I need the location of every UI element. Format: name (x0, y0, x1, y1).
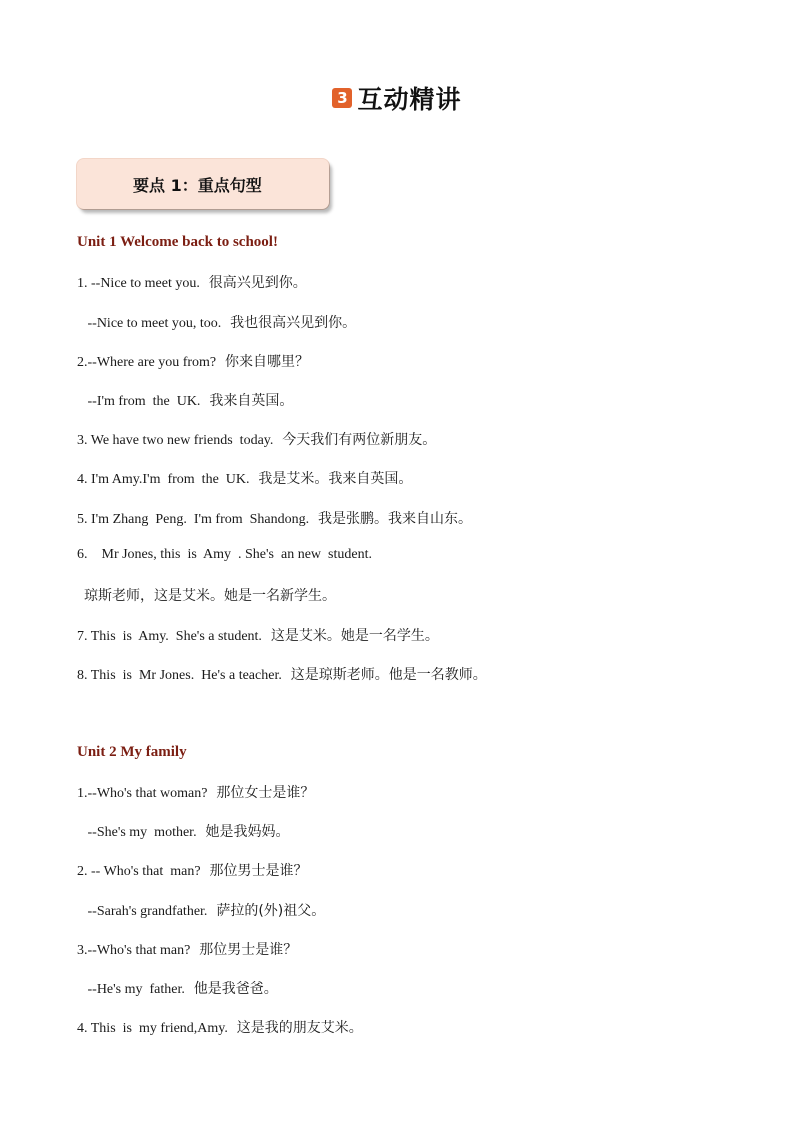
sentence-line (77, 312, 356, 332)
english-text: 2. -- Who's that man? (77, 864, 201, 879)
english-text: 3.--Who's that man? (77, 943, 191, 958)
unit1-title: Unit 1 Welcome back to school! (77, 234, 278, 250)
chinese-translation: 那位女士是谁？ (207, 785, 315, 801)
chinese-translation: 我是张鹏。我来自山东。 (309, 511, 473, 527)
chinese-translation: 这是艾米。她是一名学生。 (261, 628, 439, 644)
section-number-badge: 3 (332, 88, 352, 108)
chinese-translation: 我是艾米。我来自英国。 (249, 471, 413, 487)
unit2-title: Unit 2 My family (77, 744, 187, 760)
english-text: 3. We have two new friends today. (77, 433, 274, 448)
key-point-label: 要点 1：重点句型 (133, 175, 262, 195)
sentence-line (77, 1017, 363, 1037)
chinese-translation: 我也很高兴见到你。 (221, 315, 357, 331)
sentence-line (77, 978, 278, 998)
english-text: 7. This is Amy. She's a student. (77, 629, 262, 644)
english-text: --I'm from the UK. (77, 394, 201, 409)
sentence-line (77, 429, 436, 449)
chinese-translation: 琼斯老师，这是艾米。她是一名新学生。 (84, 588, 336, 604)
chinese-translation: 萨拉的(外)祖父。 (207, 903, 326, 919)
chinese-translation: 今天我们有两位新朋友。 (273, 432, 437, 448)
sentence-line (77, 664, 487, 684)
chinese-translation: 很高兴见到你。 (199, 275, 307, 291)
english-text: 5. I'm Zhang Peng. I'm from Shandong. (77, 512, 310, 527)
sentence-line (77, 351, 309, 371)
chinese-translation: 他是我爸爸。 (184, 981, 278, 997)
english-text (77, 589, 84, 604)
english-text: 8. This is Mr Jones. He's a teacher. (77, 668, 282, 683)
section-title: 互动精讲 (357, 85, 462, 114)
english-text: 4. I'm Amy.I'm from the UK. (77, 472, 250, 487)
sentence-line (77, 547, 372, 563)
sentence-line (77, 782, 314, 802)
english-text: 1. --Nice to meet you. (77, 276, 200, 291)
chinese-translation: 那位男士是谁？ (190, 942, 298, 958)
english-text: 6. Mr Jones, this is Amy . She's an new student. (77, 547, 372, 562)
sentence-line (77, 272, 307, 292)
english-text: --She's my mother. (77, 825, 197, 840)
english-text: 2.--Where are you from? (77, 355, 217, 370)
sentence-line (77, 585, 336, 605)
english-text: 4. This is my friend,Amy. (77, 1021, 228, 1036)
sentence-line (77, 390, 293, 410)
sentence-line (77, 900, 325, 920)
sentence-line (77, 625, 439, 645)
english-text: --He's my father. (77, 982, 185, 997)
english-text: 1.--Who's that woman? (77, 786, 208, 801)
sentence-line (77, 508, 472, 528)
chinese-translation: 我来自英国。 (200, 393, 294, 409)
chinese-translation: 她是我妈妈。 (196, 824, 290, 840)
chinese-translation: 这是琼斯老师。他是一名教师。 (281, 667, 487, 683)
chinese-translation: 这是我的朋友艾米。 (227, 1020, 363, 1036)
section-header (0, 80, 794, 116)
sentence-line (77, 939, 297, 959)
sentence-line (77, 468, 412, 488)
sentence-line (77, 860, 307, 880)
key-point-banner (77, 159, 329, 209)
sentence-line (77, 821, 289, 841)
english-text: --Sarah's grandfather. (77, 904, 208, 919)
chinese-translation: 你来自哪里？ (216, 354, 310, 370)
english-text: --Nice to meet you, too. (77, 316, 222, 331)
chinese-translation: 那位男士是谁？ (200, 863, 308, 879)
